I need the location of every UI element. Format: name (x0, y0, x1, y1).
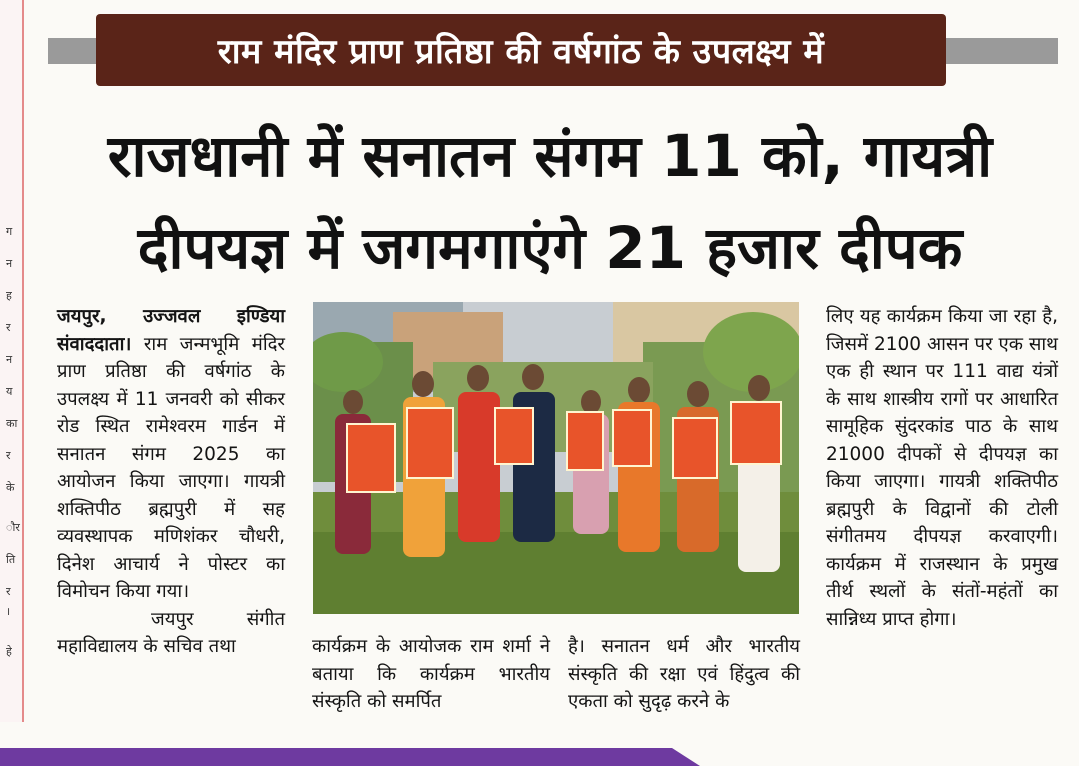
dateline: जयपुर, उज्जवल इण्डिया संवाददाता। (57, 306, 285, 355)
strip-fragment: । (6, 605, 11, 618)
headline-line-1: राजधानी में सनातन संगम 11 को, गायत्री (107, 122, 993, 190)
next-article-banner (0, 748, 700, 766)
strip-fragment: य (6, 385, 13, 398)
strip-fragment: न (6, 257, 13, 270)
article-column-2: कार्यक्रम के आयोजक राम शर्मा ने बताया कि कार्यक्रम भारतीय संस्कृति को समर्पित (312, 636, 550, 712)
photo-illustration (313, 302, 799, 614)
article-column-3: है। सनातन धर्म और भारतीय संस्कृति की रक्षा एवं हिंदुत्व की एकता को सुदृढ़ करने के (568, 636, 800, 712)
strip-fragment: ति (6, 553, 16, 566)
strip-fragment: र (6, 585, 11, 598)
previous-article-strip (0, 0, 24, 722)
headline (40, 110, 1060, 294)
strip-fragment: ौर (6, 521, 20, 534)
column-1-text: राम जन्मभूमि मंदिर प्राण प्रतिष्ठा की वर्षगांठ के उपलक्ष्य में 11 जनवरी को सीकर रोड स्थित रामेश्वरम गार्डन में सनातन संगम 2025 का आयोजन किया जाएगा। गायत्री शक्तिपीठ ब्रह्मपुरी में सह व्यवस्थापक मणिशंकर चौधरी, दिनेश आचार्य ने पोस्टर का विमोचन किया गया। (57, 333, 285, 602)
column-1-text-continued: जयपुर संगीत महाविद्यालय के सचिव तथा (57, 608, 285, 657)
headline-line-2: दीपयज्ञ में जगमगाएंगे 21 हजार दीपक (137, 214, 963, 282)
strip-fragment: का (6, 417, 18, 430)
kicker-banner: राम मंदिर प्राण प्रतिष्ठा की वर्षगांठ के उपलक्ष्य में (96, 14, 946, 86)
strip-fragment: के (6, 481, 15, 494)
article-column-1 (57, 303, 285, 661)
strip-fragment: र (6, 321, 11, 334)
strip-fragment: र (6, 449, 11, 462)
article-column-4: लिए यह कार्यक्रम किया जा रहा है, जिसमें 2100 आसन पर एक साथ एक ही स्थान पर 111 वाद्य यंत्रों के साथ शास्त्रीय रागों पर आधारित सामूहिक सुंदरकांड पाठ के साथ 21000 दीपकों से दीपयज्ञ का किया जाएगा। गायत्री शक्तिपीठ ब्रह्मपुरी के विद्वानों की टोली संगीतमय दीपयज्ञ करवाएगी। कार्यक्रम में राजस्थान के प्रमुख तीर्थ स्थलों के संतों-महंतों का सान्निध्य प्राप्त होगा। (826, 306, 1058, 630)
strip-fragment: हे (6, 645, 12, 658)
strip-fragment: ग (6, 225, 13, 238)
strip-fragment: न (6, 353, 13, 366)
strip-fragment: ह (6, 289, 12, 302)
event-photo (313, 302, 799, 614)
